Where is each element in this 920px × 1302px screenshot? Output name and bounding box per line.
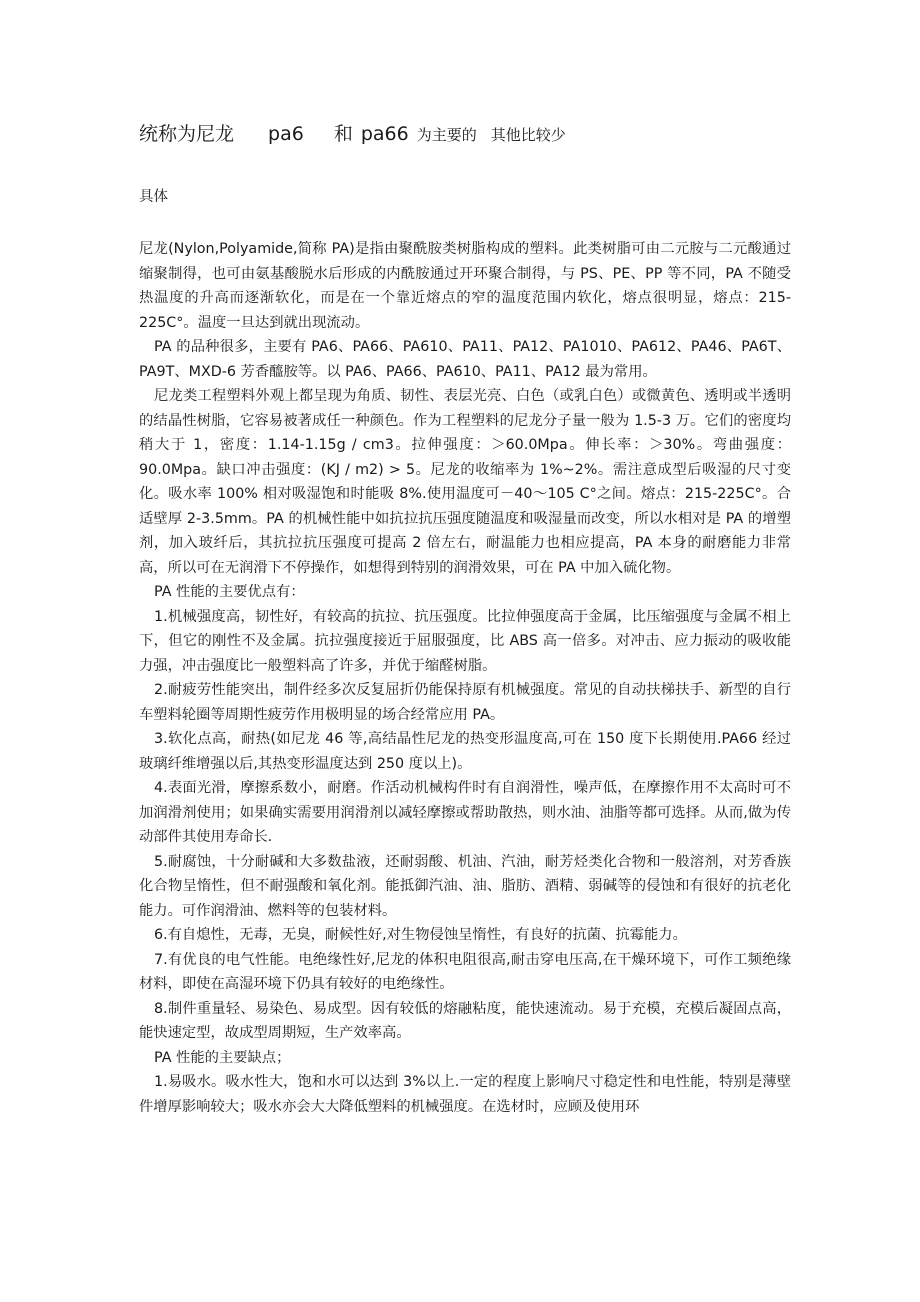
paragraph-advantage-6: 6.有自熄性，无毒，无臭，耐候性好,对生物侵蚀呈惰性，有良好的抗菌、抗霉能力。	[154, 927, 687, 943]
title-others: 其他比较少	[490, 126, 566, 144]
paragraph-advantage-3: 3.软化点高，耐热(如尼龙 46 等,高结晶性尼龙的热变形温度高,可在 150 度下长期使用.PA66 经过玻璃纤维增强以后,其热变形温度达到 250 度以上)。	[139, 731, 791, 772]
paragraph-disadvantages-heading: PA 性能的主要缺点；	[154, 1049, 291, 1066]
paragraph-advantage-2: 2.耐疲劳性能突出，制件经多次反复屈折仍能保持原有机械强度。常见的自动扶梯扶手、新型的自行车塑料轮圈等周期性疲劳作用极明显的场合经常应用 PA。	[139, 682, 791, 723]
paragraph-appearance: 尼龙类工程塑料外观上都呈现为角质、韧性、表层光亮、白色（或乳白色）或微黄色、透明或半透明的结晶性树脂，它容易被著成任一种颜色。作为工程塑料的尼龙分子量一般为 1.5-3 万。它们的密度均稍大于 1，密度：1.14-1.15g / cm3。拉伸强度：＞60.0Mpa。伸长率：＞30%。弯曲强度：90.0Mpa。缺口冲击强度：(KJ / m2) > 5。尼龙的收缩率为 1%~2%。需注意成型后吸湿的尺寸变化。吸水率 100% 相对吸湿饱和时能吸 8%.使用温度可－40～105 C°之间。熔点：215-225C°。合适壁厚 2-3.5mm。PA 的机械性能中如抗拉抗压强度随温度和吸湿量而改变，所以水相对是 PA 的增塑剂，加入玻纤后，其抗拉抗压强度可提高 2 倍左右，耐温能力也相应提高，PA 本身的耐磨能力非常高，所以可在无润滑下不停操作，如想得到特别的润滑效果，可在 PA 中加入硫化物。	[139, 388, 791, 576]
title-nylon: 统称为尼龙	[139, 123, 235, 145]
paragraph-disadvantage-1: 1.易吸水。吸水性大，饱和水可以达到 3%以上.一定的程度上影响尺寸稳定性和电性能，特别是薄壁件增厚影响较大；吸水亦会大大降低塑料的机械强度。在选材时，应顾及使用环	[139, 1074, 791, 1115]
title-main: 为主要的	[416, 126, 477, 144]
paragraph-varieties: PA 的品种很多，主要有 PA6、PA66、PA610、PA11、PA12、PA1010、PA612、PA46、PA6T、PA9T、MXD-6 芳香醯胺等。以 PA6、PA66、PA610、PA11、PA12 最为常用。	[139, 339, 791, 380]
paragraph-advantages-heading: PA 性能的主要优点有：	[154, 584, 305, 600]
title-pa66: pa66	[360, 123, 409, 145]
paragraph-advantage-8: 8.制件重量轻、易染色、易成型。因有较低的熔融粘度，能快速流动。易于充模，充模后凝固点高，能快速定型，故成型周期短，生产效率高。	[139, 1000, 791, 1041]
paragraph-advantage-4: 4.表面光滑，摩擦系数小，耐磨。作活动机械构件时有自润滑性，噪声低，在摩擦作用不太高时可不加润滑剂使用；如果确实需要用润滑剂以减轻摩擦或帮助散热，则水油、油脂等都可选择。从而,做为传动部件其使用寿命长.	[139, 780, 791, 845]
document-body	[139, 237, 791, 1119]
paragraph-advantage-1: 1.机械强度高，韧性好，有较高的抗拉、抗压强度。比拉伸强度高于金属，比压缩强度与金属不相上下，但它的刚性不及金属。抗拉强度接近于屈服强度，比 ABS 高一倍多。对冲击、应力振动的吸收能力强，冲击强度比一般塑料高了许多，并优于缩醛树脂。	[139, 608, 791, 674]
section-subheading: 具体	[139, 189, 168, 205]
paragraph-advantage-7: 7.有优良的电气性能。电绝缘性好,尼龙的体积电阻很高,耐击穿电压高,在干燥环境下，可作工频绝缘材料，即使在高湿环境下仍具有较好的电绝缘性。	[139, 951, 791, 992]
paragraph-intro: 尼龙(Nylon,Polyamide,简称 PA)是指由聚酰胺类树脂构成的塑料。此类树脂可由二元胺与二元酸通过缩聚制得，也可由氨基酸脱水后形成的内酰胺通过开环聚合制得，与 PS、PE、PP 等不同，PA 不随受热温度的升高而逐渐软化，而是在一个靠近熔点的窄的温度范围内软化，熔点很明显，熔点：215-225C°。温度一旦达到就出现流动。	[139, 241, 791, 331]
page-title	[139, 120, 799, 149]
title-pa6: pa6	[268, 123, 304, 145]
paragraph-advantage-5: 5.耐腐蚀，十分耐碱和大多数盐液，还耐弱酸、机油、汽油，耐芳烃类化合物和一般溶剂，对芳香族化合物呈惰性，但不耐强酸和氧化剂。能抵御汽油、油、脂肪、酒精、弱碱等的侵蚀和有很好的抗老化能力。可作润滑油、燃料等的包装材料。	[139, 853, 791, 919]
title-and: 和	[333, 123, 353, 145]
